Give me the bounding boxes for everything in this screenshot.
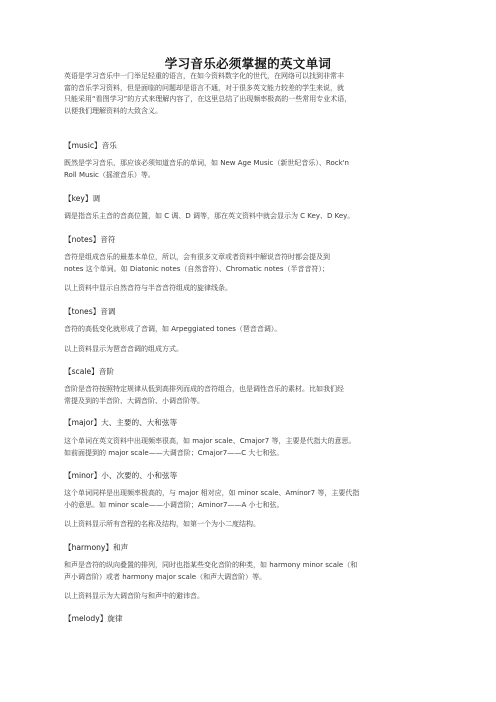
text-line: 音符的高低变化就形成了音调，如 Arpeggiated tones（琶音音调）。 (64, 325, 282, 333)
text-line: 以上资料显示所有音程的名称及结构，如第一个为小二度结构。 (64, 520, 260, 528)
text-line: 以上资料显示为琶音音调的组成方式。 (64, 345, 183, 353)
text-line: 以上资料显示为大调音阶与和声中的避讳音。 (64, 592, 204, 600)
section-paragraph (64, 252, 436, 275)
section-paragraph (64, 344, 436, 356)
section-heading-scale: 【scale】音阶 (64, 367, 114, 376)
text-line: Roll Music（摇滚音乐）等。 (64, 170, 155, 179)
text-line: 音阶是音符按照特定规律从低到高排列而成的音符组合，也是调性音乐的素材。比如我们经 (64, 385, 344, 393)
text-line: 调是指音乐主音的音高位置，如 C 调、D 调等，那在英文资料中就会显示为 C Key、D Key。 (64, 212, 355, 220)
text-line: 英语是学习音乐中一门举足轻重的语言，在如今资料数字化的世代，在网络可以找到非常丰 (64, 72, 344, 80)
text-line: 常提及到的半音阶、大调音阶、小调音阶等。 (64, 396, 204, 405)
text-line: 富的音乐学习资料，但是面临的问题却是语言不通，对于很多英文能力较差的学生来说，就 (64, 83, 344, 92)
text-line: 和声是音符的纵向叠置的排列，同时也指某些变化音阶的种类，如 harmony minor scale（和 (64, 561, 358, 569)
text-line: 这个单词同样是出现频率极高的，与 major 相对应，如 minor scale、Aminor7 等，主要代指 (64, 489, 360, 497)
section-heading-music: 【music】音乐 (64, 141, 117, 150)
intro-paragraph (64, 71, 436, 117)
section-heading-notes: 【notes】音符 (64, 235, 116, 244)
section-heading-tones: 【tones】音调 (64, 307, 116, 316)
text-line: 只能采用“看图学习”的方式来理解内容了，在这里总结了出现频率极高的一些常用专业术语， (64, 95, 352, 103)
section-heading-harmony: 【harmony】和声 (64, 543, 129, 552)
section-paragraph (64, 519, 436, 531)
text-line: 这个单词在英文资料中出现频率很高，如 major scale、Cmajor7 等，主要是代指大的意思。 (64, 437, 356, 445)
section-paragraph (64, 436, 436, 459)
section-paragraph (64, 591, 436, 603)
page-title: 学习音乐必须掌握的英文单词 (164, 56, 332, 71)
section-heading-key: 【key】调 (64, 194, 101, 203)
text-line: 既然是学习音乐，那应该必须知道音乐的单词，如 New Age Music（新世纪音乐）、Rock'n (64, 159, 349, 167)
text-line: 音符是组成音乐的最基本单位，所以，会有很多文章或者资料中解说音符时都会提及到 (64, 253, 330, 261)
section-paragraph (64, 384, 436, 407)
section-paragraph (64, 560, 436, 583)
text-line: 小的意思。如 minor scale——小调音阶；Aminor7——A 小七和弦。 (64, 500, 284, 509)
text-line: 以便我们理解资料的大致含义。 (64, 106, 162, 115)
text-line: 以上资料中显示自然音符与半音音符组成的旋律线条。 (64, 284, 232, 292)
text-line: 如前面提到的 major scale——大调音阶；Cmajor7——C 大七和弦。 (64, 448, 284, 457)
section-paragraph (64, 283, 436, 295)
text-line: notes 这个单词。如 Diatonic notes（自然音符）、Chromatic notes（半音音符）； (64, 264, 330, 273)
section-paragraph (64, 158, 436, 181)
section-heading-melody: 【melody】旋律 (64, 614, 123, 623)
section-paragraph (64, 211, 436, 223)
section-heading-minor: 【minor】小、次要的、小和弦等 (64, 471, 178, 480)
section-paragraph (64, 488, 436, 511)
section-heading-major: 【major】大、主要的、大和弦等 (64, 418, 178, 427)
section-paragraph (64, 324, 436, 336)
text-line: 声小调音阶）或者 harmony major scale（和声大调音阶）等。 (64, 572, 267, 581)
